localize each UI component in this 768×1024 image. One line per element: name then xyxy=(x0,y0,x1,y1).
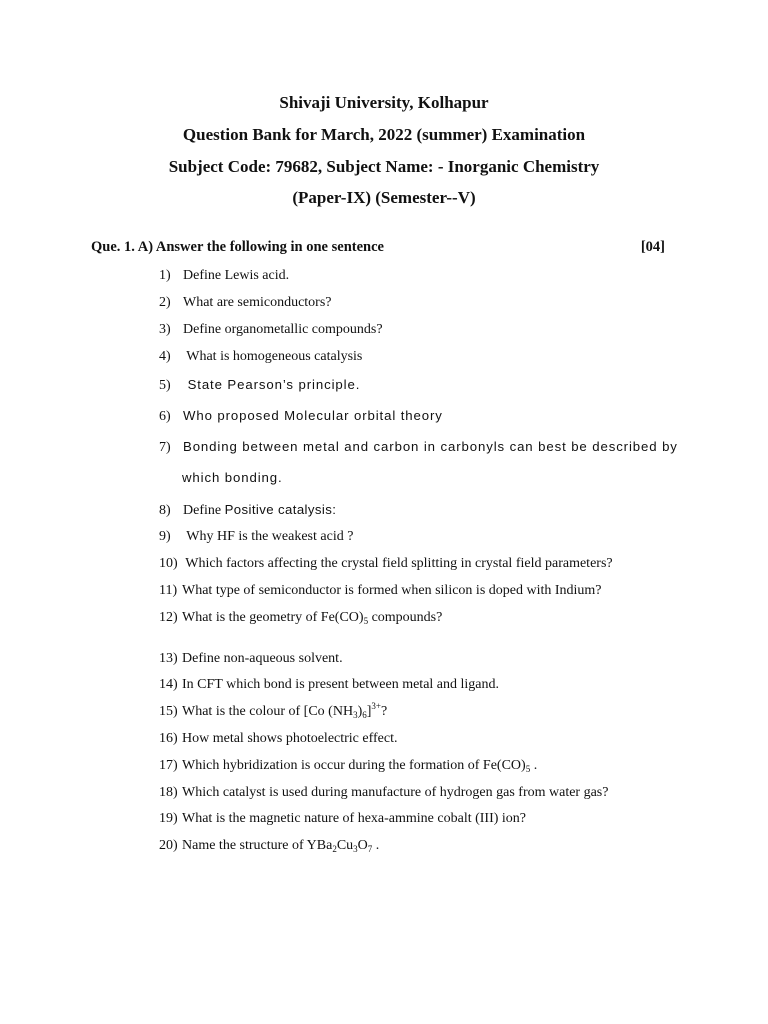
list-item xyxy=(159,376,699,395)
item-text: What type of semiconductor is formed when silicon is doped with Indium? xyxy=(182,583,602,598)
item-number: 9) xyxy=(159,529,171,544)
item-text: Define non-aqueous solvent. xyxy=(182,651,343,666)
item-number: 15) xyxy=(159,704,178,719)
list-item xyxy=(159,810,699,828)
item-text-continuation: which bonding. xyxy=(182,470,283,485)
item-number: 6) xyxy=(159,409,171,424)
university-title: Shivaji University, Kolhapur xyxy=(279,93,489,112)
item-number: 16) xyxy=(159,731,178,746)
question-title: Que. 1. A) Answer the following in one sentence xyxy=(91,239,384,255)
item-number: 12) xyxy=(159,610,178,625)
paper-title: (Paper-IX) (Semester--V) xyxy=(292,188,476,207)
item-number: 2) xyxy=(159,295,171,310)
list-item xyxy=(159,730,699,748)
list-item xyxy=(159,582,699,600)
list-item xyxy=(159,438,699,457)
item-text: Cu xyxy=(336,838,354,853)
list-item xyxy=(159,407,699,426)
item-text: What is the magnetic nature of hexa-ammine cobalt (III) ion? xyxy=(182,811,527,826)
subscript: 6 xyxy=(362,710,367,720)
item-text: O xyxy=(357,838,368,853)
item-number: 18) xyxy=(159,785,178,800)
item-number: 1) xyxy=(159,268,171,283)
list-item xyxy=(159,757,699,775)
item-text: Which catalyst is used during manufacture of hydrogen gas from water gas? xyxy=(182,785,609,800)
item-number: 11) xyxy=(159,583,178,598)
list-item xyxy=(159,501,699,520)
item-number: 17) xyxy=(159,758,178,773)
subscript: 7 xyxy=(367,844,373,854)
subscript: 2 xyxy=(332,844,337,854)
item-text: Which factors affecting the crystal field splitting in crystal field parameters? xyxy=(182,556,613,571)
list-item xyxy=(159,650,699,668)
item-text: Define organometallic compounds? xyxy=(183,322,383,337)
exam-title: Question Bank for March, 2022 (summer) Examination xyxy=(182,125,586,144)
subscript: 3 xyxy=(353,844,358,854)
item-text: Positive catalysis: xyxy=(224,502,337,517)
item-number: 10) xyxy=(159,556,178,571)
list-item xyxy=(159,609,699,627)
item-text: . xyxy=(530,758,538,773)
list-item xyxy=(159,837,699,855)
item-text: Bonding between metal and carbon in carbonyls can best be described by xyxy=(183,439,678,454)
subject-title: Subject Code: 79682, Subject Name: - Inorganic Chemistry xyxy=(168,157,600,176)
item-text: Which hybridization is occur during the formation of Fe(CO) xyxy=(182,758,526,773)
item-text: What is the geometry of Fe(CO) xyxy=(182,610,364,625)
list-item xyxy=(159,555,699,573)
subscript: 3 xyxy=(353,710,358,720)
item-text: . xyxy=(372,838,380,853)
item-text: Define Lewis acid. xyxy=(183,268,290,283)
list-item xyxy=(159,321,699,339)
item-text: Define xyxy=(183,503,225,518)
list-item xyxy=(159,294,699,312)
list-item xyxy=(159,528,699,546)
item-number: 14) xyxy=(159,677,178,692)
question-header xyxy=(91,238,667,256)
item-text: What is homogeneous catalysis xyxy=(183,349,363,364)
list-item xyxy=(159,267,699,285)
item-text: Name the structure of YBa xyxy=(182,838,333,853)
item-text: What is the colour of [Co (NH xyxy=(182,704,354,719)
item-number: 7) xyxy=(159,440,171,455)
list-item xyxy=(159,784,699,802)
list-item xyxy=(159,348,699,366)
item-text: Who proposed Molecular orbital theory xyxy=(183,408,443,423)
item-text: State Pearson’s principle. xyxy=(183,377,361,392)
question-marks: [04] xyxy=(640,239,665,255)
item-text: How metal shows photoelectric effect. xyxy=(182,731,398,746)
item-text: In CFT which bond is present between metal and ligand. xyxy=(182,677,500,692)
item-number: 13) xyxy=(159,651,178,666)
item-text: ) xyxy=(357,704,363,719)
item-number: 3) xyxy=(159,322,171,337)
subscript: 5 xyxy=(363,616,369,626)
item-text: compounds? xyxy=(368,610,443,625)
item-text: ? xyxy=(381,704,388,719)
superscript: 3+ xyxy=(371,701,381,711)
list-item xyxy=(159,676,699,694)
item-text: What are semiconductors? xyxy=(183,295,332,310)
item-number: 8) xyxy=(159,503,171,518)
subscript: 5 xyxy=(525,764,531,774)
item-text: Why HF is the weakest acid ? xyxy=(183,529,354,544)
item-text: ] xyxy=(366,704,372,719)
item-number: 20) xyxy=(159,838,178,853)
item-number: 4) xyxy=(159,349,171,364)
item-number: 5) xyxy=(159,378,171,393)
list-item xyxy=(159,703,699,721)
item-number: 19) xyxy=(159,811,178,826)
